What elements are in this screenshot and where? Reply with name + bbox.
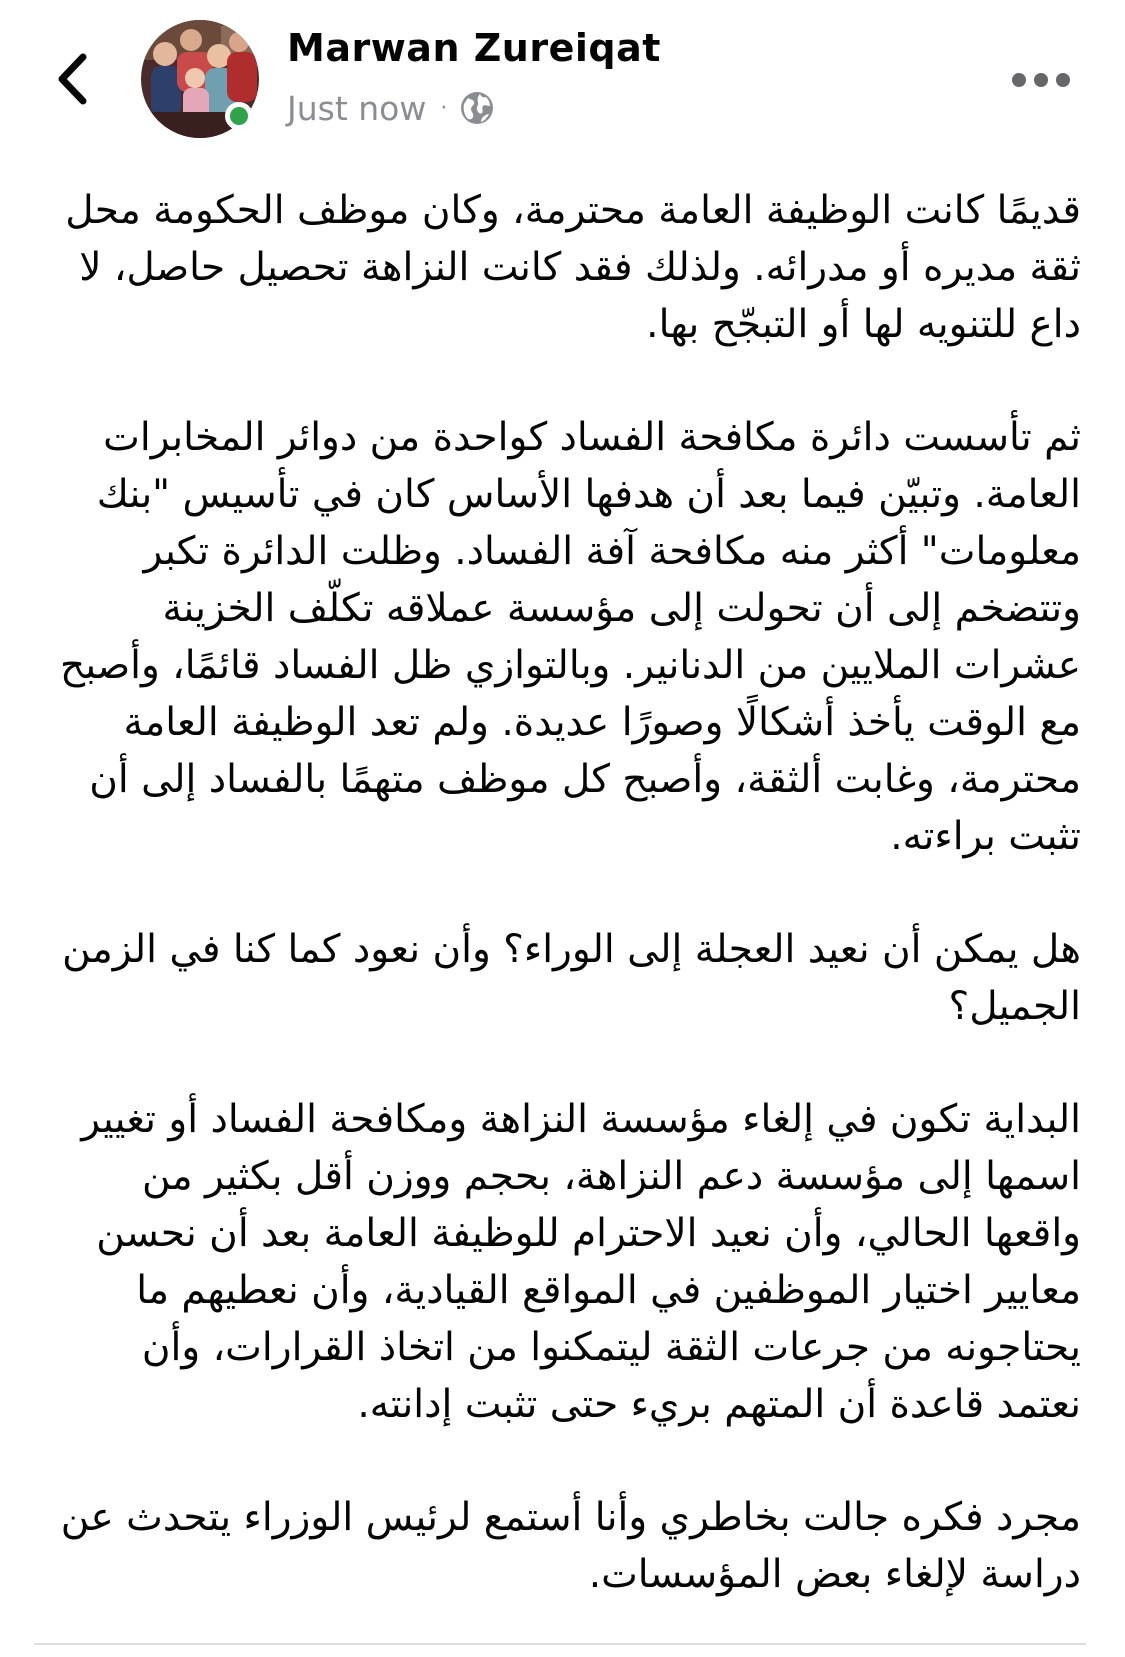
author-name[interactable]: Marwan Zureiqat bbox=[287, 26, 661, 70]
divider bbox=[34, 1643, 1086, 1645]
online-status-indicator bbox=[225, 102, 253, 130]
post-paragraph: هل يمكن أن نعيد العجلة إلى الوراء؟ وأن نعود كما كنا في الزمن الجميل؟ bbox=[62, 927, 1081, 1029]
post-paragraph: قديمًا كانت الوظيفة العامة محترمة، وكان موظف الحكومة محل ثقة مديره أو مدرائه. ولذلك فقد كانت النزاهة تحصيل حاصل، لا داع للتنويه لها أو التبجّح بها. bbox=[65, 188, 1081, 347]
post-body bbox=[46, 182, 1081, 1603]
back-button[interactable] bbox=[44, 46, 100, 112]
more-dot bbox=[1034, 73, 1048, 87]
meta-separator: · bbox=[440, 95, 448, 121]
author-avatar-container[interactable] bbox=[141, 20, 259, 138]
post-header bbox=[0, 0, 1125, 150]
post-paragraph: البداية تكون في إلغاء مؤسسة النزاهة ومكافحة الفساد أو تغيير اسمها إلى مؤسسة دعم النزاهة، بحجم ووزن أقل بكثير من واقعها الحالي، وأن نعيد الاحترام للوظيفة العامة بعد أن نحسن معايير اختيار الموظفين في المواقع القيادية، وأن نعطيهم ما يحتاجونه من جرعات الثقة ليتمكنوا من اتخاذ القرارات، وأن نعتمد قاعدة أن المتهم بريء حتى تثبت إدانته. bbox=[81, 1097, 1081, 1427]
post-paragraph: ثم تأسست دائرة مكافحة الفساد كواحدة من دوائر المخابرات العامة. وتبيّن فيما بعد أن هدفها الأساس كان في تأسيس "بنك معلومات" أكثر منه مكافحة آفة الفساد. وظلت الدائرة تكبر وتتضخم إلى أن تحولت إلى مؤسسة عملاقه تكلّف الخزينة عشرات الملايين من الدنانير. وبالتوازي ظل الفساد قائمًا، وأصبح مع الوقت يأخذ أشكالًا وصورًا عديدة. ولم تعد الوظيفة العامة محترمة، وغابت ألثقة، وأصبح كل موظف متهمًا بالفساد إلى أن تثبت براءته. bbox=[60, 415, 1081, 859]
more-dot bbox=[1056, 73, 1070, 87]
post-meta bbox=[287, 88, 495, 128]
globe-icon[interactable] bbox=[459, 90, 495, 126]
chevron-left-icon bbox=[56, 53, 88, 105]
post-paragraph: مجرد فكره جالت بخاطري وأنا أستمع لرئيس الوزراء يتحدث عن دراسة لإلغاء بعض المؤسسات. bbox=[60, 1495, 1081, 1597]
more-dot bbox=[1012, 73, 1026, 87]
post-timestamp[interactable]: Just now bbox=[287, 88, 427, 128]
more-options-button[interactable] bbox=[1012, 64, 1070, 96]
